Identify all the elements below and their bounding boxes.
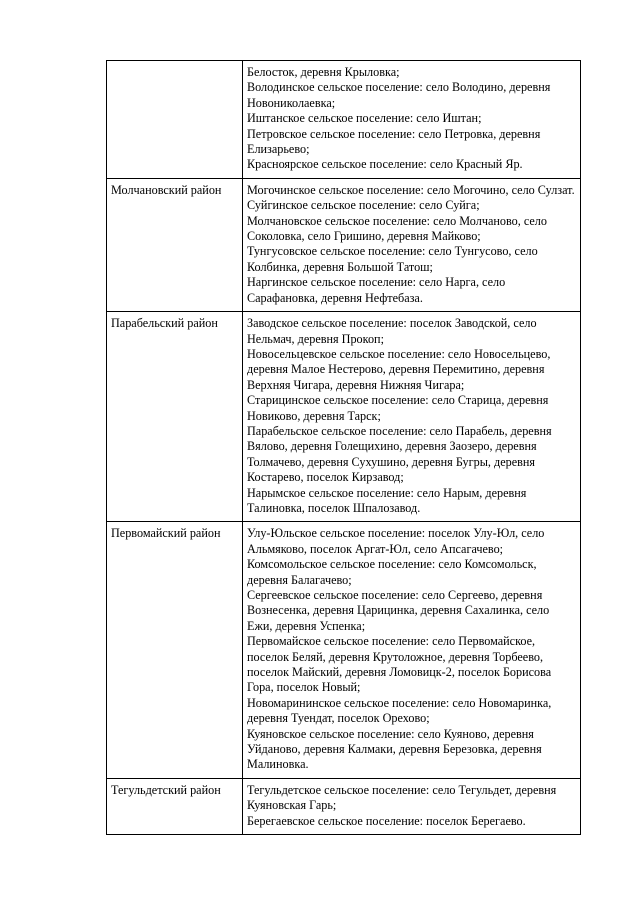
- settlement-entry: Берегаевское сельское поселение: поселок Берегаево.: [247, 813, 526, 828]
- settlements-cell: [243, 178, 581, 311]
- settlements-cell: [243, 778, 581, 834]
- settlement-entry: Парабельское сельское поселение: село Парабель, деревня Вялово, деревня Голещихино, деревня Заозеро, деревня Толмачево, деревня Сухушино, деревня Бугры, деревня Костарево, поселок Кирзавод;: [247, 423, 552, 485]
- district-name: Парабельский район: [111, 316, 218, 331]
- settlement-entry: Сергеевское сельское поселение: село Сергеево, деревня Вознесенка, деревня Царицинка, деревня Сахалинка, село Ежи, деревня Успенка;: [247, 588, 550, 633]
- districts-table: [106, 60, 581, 835]
- settlement-entry: Молчановское сельское поселение: село Молчаново, село Соколовка, село Гришино, деревня Майково;: [247, 213, 547, 244]
- table-row: [107, 178, 581, 311]
- district-name: Тегульдетский район: [111, 782, 221, 797]
- settlement-entry: Первомайское сельское поселение: село Первомайское, поселок Беляй, деревня Крутоложное, деревня Торбеево, поселок Майский, деревня Ломовицк-2, поселок Борисова Гора, поселок Новый;: [247, 634, 552, 695]
- district-name: Первомайский район: [111, 526, 221, 541]
- settlement-entry: Красноярское сельское поселение: село Красный Яр.: [247, 157, 523, 172]
- settlement-entry: Заводское сельское поселение: поселок Заводской, село Нельмач, деревня Прокоп;: [247, 316, 537, 346]
- settlement-entry: Старицинское сельское поселение: село Старица, деревня Новиково, деревня Тарск;: [247, 393, 549, 423]
- settlements-cell: [243, 522, 581, 779]
- settlement-entry: Нарымское сельское поселение: село Нарым, деревня Талиновка, поселок Шпалозавод.: [247, 485, 527, 515]
- settlement-entry: Петровское сельское поселение: село Петровка, деревня Елизарьево;: [247, 126, 541, 157]
- district-cell: [107, 312, 243, 522]
- district-cell: [107, 778, 243, 834]
- table-row: [107, 61, 581, 179]
- table-row: [107, 778, 581, 834]
- settlement-entry: Комсомольское сельское поселение: село Комсомольск, деревня Балагачево;: [247, 557, 537, 587]
- table-row: [107, 312, 581, 522]
- settlement-entry: Тегульдетское сельское поселение: село Тегульдет, деревня Куяновская Гарь;: [247, 782, 557, 813]
- settlement-entry: Куяновское сельское поселение: село Куяново, деревня Уйданово, деревня Калмаки, деревня Березовка, деревня Малиновка.: [247, 726, 542, 772]
- settlement-entry: Могочинское сельское поселение: село Могочино, село Сулзат.: [247, 182, 575, 197]
- settlement-entry: Володинское сельское поселение: село Володино, деревня Новониколаевка;: [247, 80, 551, 110]
- settlement-entry: Улу-Юльское сельское поселение: поселок Улу-Юл, село Альмяково, поселок Аргат-Юл, село Апсагачево;: [247, 526, 545, 556]
- settlement-entry: Наргинское сельское поселение: село Нарга, село Сарафановка, деревня Нефтебаза.: [247, 275, 506, 305]
- settlement-entry: Новомарининское сельское поселение: село Новомаринка, деревня Туендат, поселок Орехово;: [247, 695, 552, 726]
- district-cell: [107, 61, 243, 179]
- settlement-entry: Суйгинское сельское поселение: село Суйга;: [247, 198, 480, 213]
- district-cell: [107, 178, 243, 311]
- table-row: [107, 522, 581, 779]
- settlement-entry: Новосельцевское сельское поселение: село Новосельцево, деревня Малое Нестерово, деревня Перемитино, деревня Верхняя Чигара, деревня Нижняя Чигара;: [247, 346, 551, 392]
- settlements-cell: [243, 312, 581, 522]
- settlement-entry: Тунгусовское сельское поселение: село Тунгусово, село Колбинка, деревня Большой Татош;: [247, 244, 538, 274]
- district-cell: [107, 522, 243, 779]
- settlement-entry: Белосток, деревня Крыловка;: [247, 65, 400, 79]
- settlement-entry: Иштанское сельское поселение: село Иштан;: [247, 111, 482, 126]
- district-name: Молчановский район: [111, 182, 222, 197]
- settlements-cell: [243, 61, 581, 179]
